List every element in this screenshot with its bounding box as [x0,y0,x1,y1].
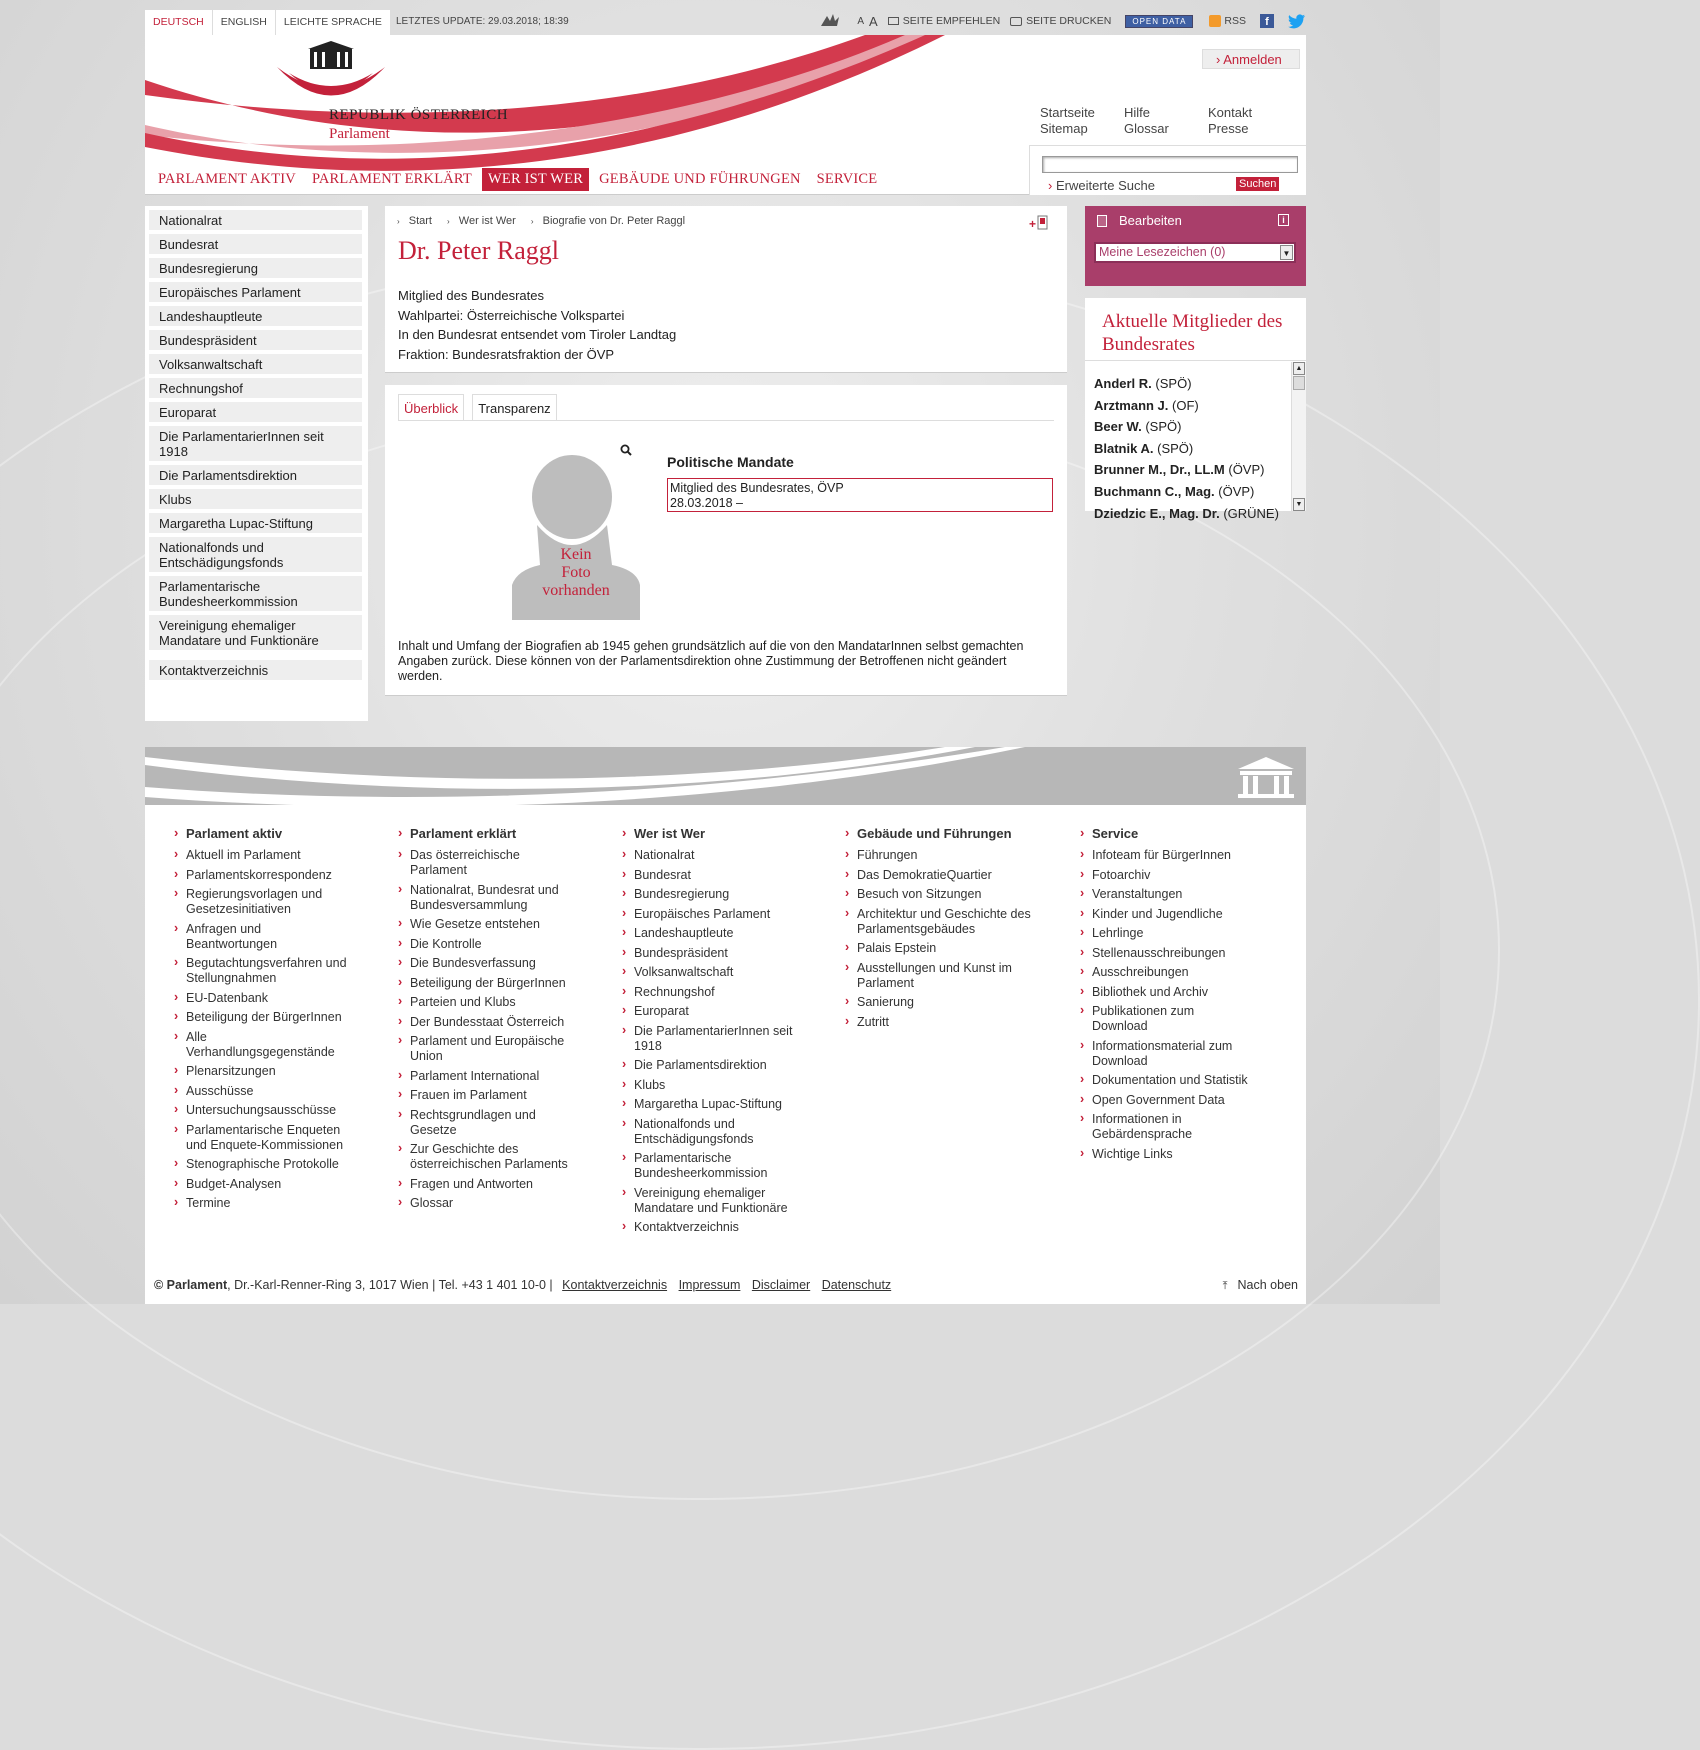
divider [1085,360,1306,361]
sidebar-item[interactable]: Klubs [149,489,362,509]
page-wrapper [145,0,1306,1304]
footer-link[interactable]: › Parlamentskorrespondenz [174,868,364,883]
footer-address: , Dr.-Karl-Renner-Ring 3, 1017 Wien | Tel. +43 1 401 10-0 | [227,1278,553,1292]
breadcrumb-label: Wer ist Wer [458,215,516,227]
footer-link[interactable]: › Termine [174,1196,364,1211]
main-nav [152,168,887,191]
mandate-entry [667,478,1053,512]
member-party: (ÖVP) [1228,462,1265,478]
sidebar-item[interactable]: Landeshauptleute [149,306,362,326]
footer-link[interactable]: › Veranstaltungen [1080,887,1270,902]
footer-link[interactable]: › Europäisches Parlament [622,907,812,922]
rss-icon [1209,15,1221,27]
footer-link[interactable]: › Nationalrat, Bundesrat und Bundesversammlung [398,883,578,913]
bookmarks-select-value: Meine Lesezeichen (0) [1099,245,1226,259]
footer-link[interactable]: › Infoteam für BürgerInnen [1080,848,1270,863]
footer-link[interactable]: › Europarat [622,1004,812,1019]
member-party: (GRÜNE) [1223,505,1279,521]
footer-link[interactable]: › Wie Gesetze entstehen [398,917,578,932]
member-party: (SPÖ) [1155,376,1192,391]
copyright: © Parlament [154,1278,228,1292]
footer-column-parlament-erklaert [398,826,578,1216]
footer-link[interactable]: › Publikationen zum Download [1080,1004,1270,1034]
footer-link[interactable]: › Parlament International [398,1069,578,1084]
member-name: Arztmann J. [1094,397,1169,413]
person-faction: Fraktion: Bundesratsfraktion der ÖVP [398,346,615,362]
member-name: Buchmann C., Mag. [1094,483,1215,499]
footer-link[interactable]: › Bibliothek und Archiv [1080,985,1270,1000]
members-panel [1085,298,1306,521]
footer-link[interactable]: › Parlamentarische Enqueten und Enquete-Kommissionen [174,1123,364,1153]
link-sitemap[interactable]: Sitemap [1040,121,1088,136]
nav-gebaeude[interactable]: GEBÄUDE UND FÜHRUNGEN [599,171,801,187]
footer-link[interactable]: › Alle Verhandlungsgegenstände [174,1030,364,1060]
footer-link[interactable]: › Bundespräsident [622,946,812,961]
biography-disclaimer: Inhalt und Umfang der Biografien ab 1945 gehen grundsätzlich auf die von den MandatarInnen selbst gemachten Angaben zurück. Diese können von der Parlamentsdirektion ohne Zustimmung der Betroffenen nicht geändert werden. [398,639,1024,683]
footer-link[interactable]: › Rechnungshof [622,985,812,1000]
person-details [385,385,1067,696]
no-photo-line: Kein [560,546,592,563]
advanced-search-label: Erweiterte Suche [1055,178,1155,193]
svg-text:+: + [1029,217,1037,231]
footer-link[interactable]: › Beteiligung der BürgerInnen [398,976,578,991]
info-icon[interactable]: i [1278,214,1289,226]
footer-link[interactable]: › Lehrlinge [1080,926,1270,941]
footer-link[interactable]: › Parteien und Klubs [398,995,578,1010]
footer-swoosh [145,747,1306,805]
login-button[interactable]: › Anmelden [1202,49,1300,69]
sidebar-item[interactable]: Bundesrat [149,234,362,254]
facebook-icon[interactable]: f [1260,14,1274,28]
footer-link[interactable]: › Der Bundesstaat Österreich [398,1015,578,1030]
tab-transparenz[interactable]: Transparenz [472,394,557,420]
envelope-icon [888,17,899,25]
page-title: Dr. Peter Raggl [398,236,560,265]
footer-link-kontakt[interactable]: Kontaktverzeichnis [562,1278,668,1292]
footer-link-disclaimer[interactable]: Disclaimer [751,1278,811,1292]
logo-title: REPUBLIK ÖSTERREICH [329,107,509,123]
sidebar-item[interactable]: Bundespräsident [149,330,362,350]
member-party: (SPÖ) [1157,440,1194,456]
tab-ueberblick[interactable]: Überblick [398,394,464,420]
footer-link[interactable]: › Aktuell im Parlament [174,848,364,863]
search-button[interactable]: Suchen [1236,177,1279,191]
footer-bottom [154,1278,891,1292]
sidebar-item[interactable]: Nationalrat [149,210,362,230]
printer-icon [1010,17,1022,26]
lang-easy[interactable]: LEICHTE SPRACHE [283,16,382,28]
member-item[interactable] [1094,459,1289,481]
sidebar-item[interactable]: Europarat [149,402,362,422]
footer-link[interactable]: › Bundesrat [622,868,812,883]
footer-link[interactable]: › Beteiligung der BürgerInnen [174,1010,364,1025]
footer-link[interactable]: › Die Parlamentsdirektion [622,1058,812,1073]
bookmarks-select[interactable] [1094,242,1296,263]
sidebar-item[interactable]: Vereinigung ehemaliger Mandatare und Funktionäre [149,615,362,650]
no-photo-line: vorhanden [542,582,610,599]
footer-link-impressum[interactable]: Impressum [678,1278,741,1292]
advanced-search-link[interactable]: › Erweiterte Suche [1048,178,1155,193]
sidebar [145,206,368,721]
breadcrumb-wer-ist-wer[interactable]: › Wer ist Wer [447,215,516,227]
member-name: Blatnik A. [1094,440,1154,456]
footer-link[interactable]: › Ausschüsse [174,1084,364,1099]
parliament-logo [275,39,395,109]
person-party: Wahlpartei: Österreichische Volkspartei [398,307,625,323]
member-party: (SPÖ) [1145,419,1182,435]
nav-parlament-aktiv[interactable]: PARLAMENT AKTIV [158,171,296,187]
breadcrumb-label: Biografie von Dr. Peter Raggl [542,215,686,227]
mandates-heading: Politische Mandate [667,454,794,470]
footer-heading[interactable]: › Wer ist Wer [622,826,812,841]
footer-link[interactable]: › Wichtige Links [1080,1147,1270,1162]
footer-link[interactable]: › Führungen [845,848,1035,863]
link-kontakt[interactable]: Kontakt [1208,105,1253,120]
back-to-top-label: Nach oben [1237,1278,1298,1292]
edit-title: Bearbeiten [1119,213,1182,228]
nav-wer-ist-wer[interactable]: WER IST WER [482,168,589,191]
site-header [145,35,1306,195]
toolbar [809,12,1306,30]
footer-link[interactable]: › Bundesregierung [622,887,812,902]
footer-link[interactable]: › Kinder und Jugendliche [1080,907,1270,922]
sidebar-item[interactable]: Kontaktverzeichnis [149,660,362,680]
lang-english[interactable]: ENGLISH [213,10,276,35]
footer-link[interactable]: › Besuch von Sitzungen [845,887,1035,902]
footer-link[interactable]: › Begutachtungsverfahren und Stellungnahmen [174,956,364,986]
edit-panel-header [1097,213,1182,228]
footer-link[interactable]: › Parlament und Europäische Union [398,1034,578,1064]
members-list [1094,373,1289,521]
tab-bar [398,394,1054,421]
footer-link[interactable]: › Dokumentation und Statistik [1080,1073,1270,1088]
scroll-thumb[interactable] [1293,376,1305,390]
footer-link[interactable]: › Frauen im Parlament [398,1088,578,1103]
login-label: Anmelden [1223,52,1282,67]
sidebar-item[interactable]: Margaretha Lupac-Stiftung [149,513,362,533]
footer-link[interactable]: › Open Government Data [1080,1093,1270,1108]
breadcrumb-current: › Biografie von Dr. Peter Raggl [530,215,686,227]
sidebar-item[interactable]: Die ParlamentarierInnen seit 1918 [149,426,362,461]
twitter-icon[interactable] [1288,14,1306,29]
footer-heading[interactable]: › Gebäude und Führungen [845,826,1035,841]
arrow-up-icon: ⤒ [1222,1280,1228,1292]
open-data-link[interactable]: OPEN DATA [1125,15,1193,28]
sidebar-item[interactable]: Volksanwaltschaft [149,354,362,374]
footer-column-wer-ist-wer [622,826,812,1240]
back-to-top-link[interactable] [1223,1278,1298,1293]
font-small-button[interactable]: A [857,15,865,27]
member-item[interactable] [1094,395,1289,417]
footer-link[interactable]: › Regierungsvorlagen und Gesetzesinitiativen [174,887,364,917]
sidebar-item[interactable]: Nationalfonds und Entschädigungsfonds [149,537,362,572]
link-glossar[interactable]: Glossar [1124,121,1169,136]
footer-link[interactable]: › Stellenausschreibungen [1080,946,1270,961]
footer-link[interactable]: › Fragen und Antworten [398,1177,578,1192]
member-name: Dziedzic E., Mag. Dr. [1094,505,1220,521]
person-header [385,206,1067,373]
sidebar-item[interactable]: Die Parlamentsdirektion [149,465,362,485]
parliament-building-icon [1236,755,1296,799]
footer-link[interactable]: › Das österreichische Parlament [398,848,578,878]
footer-link[interactable]: › Das DemokratieQuartier [845,868,1035,883]
footer-link[interactable]: › Anfragen und Beantwortungen [174,922,364,952]
footer-link[interactable]: › Die Kontrolle [398,937,578,952]
footer-column-service [1080,826,1270,1166]
footer-link-datenschutz[interactable]: Datenschutz [821,1278,892,1292]
footer-link[interactable]: › Nationalfonds und Entschädigungsfonds [622,1117,812,1147]
footer-link[interactable]: › Palais Epstein [845,941,1035,956]
logo-subtitle: Parlament [329,126,390,142]
sidebar-item[interactable]: Parlamentarische Bundesheerkommission [149,576,362,611]
breadcrumb [397,215,697,227]
mandate-title: Mitglied des Bundesrates, ÖVP [670,481,844,495]
footer-link[interactable]: › Vereinigung ehemaliger Mandatare und Funktionäre [622,1186,812,1216]
footer-link[interactable]: › Architektur und Geschichte des Parlamentsgebäudes [845,907,1035,937]
rss-link[interactable] [1209,15,1246,27]
recommend-label: SEITE EMPFEHLEN [902,15,1001,27]
footer-link[interactable]: › Klubs [622,1078,812,1093]
footer-link[interactable]: › Zutritt [845,1015,1035,1030]
add-bookmark-icon[interactable] [1029,215,1049,234]
footer-link[interactable]: › Volksanwaltschaft [622,965,812,980]
footer-link[interactable]: › Informationen in Gebärdensprache [1080,1112,1270,1142]
quick-links [1040,105,1292,136]
site-footer [145,805,1306,1304]
footer-band [145,747,1306,805]
member-name: Anderl R. [1094,376,1152,391]
recommend-link[interactable] [888,15,1000,27]
footer-link[interactable]: › Zur Geschichte des österreichischen Parlaments [398,1142,578,1172]
rss-label: RSS [1224,15,1246,27]
person-info [398,286,676,364]
member-item[interactable] [1094,416,1289,438]
print-label: SEITE DRUCKEN [1026,15,1112,27]
footer-link[interactable]: › Parlamentarische Bundesheerkommission [622,1151,812,1181]
sidebar-item[interactable]: Rechnungshof [149,378,362,398]
search-input[interactable] [1042,156,1298,173]
mandate-date: 28.03.2018 – [670,496,743,510]
sidebar-item[interactable]: Bundesregierung [149,258,362,278]
link-hilfe[interactable]: Hilfe [1124,105,1151,120]
nav-parlament-erklaert[interactable]: PARLAMENT ERKLÄRT [311,171,472,187]
member-item[interactable] [1094,481,1289,503]
nav-service[interactable]: SERVICE [816,171,878,187]
footer-link[interactable]: › EU-Datenbank [174,991,364,1006]
bookmark-icon [1097,215,1107,227]
search-area [1029,145,1306,195]
members-scrollbar[interactable] [1291,362,1306,511]
breadcrumb-start[interactable]: › Start [397,215,432,227]
language-bar [145,10,390,35]
member-item[interactable] [1094,438,1289,460]
member-name: Brunner M., Dr., LL.M [1094,462,1225,478]
footer-link[interactable]: › Die Bundesverfassung [398,956,578,971]
footer-link[interactable]: › Plenarsitzungen [174,1064,364,1079]
footer-link[interactable]: › Glossar [398,1196,578,1211]
footer-link[interactable]: › Rechtsgrundlagen und Gesetze [398,1108,578,1138]
no-photo-text [512,546,640,600]
sign-language-icon[interactable] [819,12,843,30]
footer-column-gebaeude [845,826,1035,1034]
footer-link[interactable]: › Nationalrat [622,848,812,863]
footer-link[interactable]: › Sanierung [845,995,1035,1010]
scroll-down-icon[interactable]: ▼ [1293,498,1305,511]
member-name: Beer W. [1094,419,1142,435]
person-delegated: In den Bundesrat entsendet vom Tiroler Landtag [398,327,677,342]
member-party: (OF) [1172,397,1199,413]
footer-link[interactable]: › Ausschreibungen [1080,965,1270,980]
footer-link[interactable]: › Untersuchungsausschüsse [174,1103,364,1118]
footer-heading[interactable]: › Service [1080,826,1270,841]
member-item[interactable] [1094,503,1289,525]
footer-heading[interactable]: › Parlament erklärt [398,826,578,841]
no-photo-placeholder [512,455,640,620]
footer-link[interactable]: › Informationsmaterial zum Download [1080,1039,1270,1069]
members-title: Aktuelle Mitglieder des Bundesrates [1102,311,1283,355]
sidebar-item[interactable]: Europäisches Parlament [149,282,362,302]
edit-panel [1085,206,1306,286]
link-startseite[interactable]: Startseite [1040,105,1095,120]
member-party: (ÖVP) [1218,483,1255,499]
footer-link[interactable]: › Die ParlamentarierInnen seit 1918 [622,1024,812,1054]
link-presse[interactable]: Presse [1208,121,1249,136]
footer-column-parlament-aktiv [174,826,364,1216]
member-item[interactable] [1094,373,1289,395]
lang-deutsch[interactable]: DEUTSCH [145,10,213,35]
footer-link[interactable]: › Landeshauptleute [622,926,812,941]
scroll-up-icon[interactable]: ▲ [1293,362,1305,375]
footer-link[interactable]: › Fotoarchiv [1080,868,1270,883]
footer-link[interactable]: › Margaretha Lupac-Stiftung [622,1097,812,1112]
person-role: Mitglied des Bundesrates [398,288,544,303]
print-link[interactable] [1010,15,1111,27]
last-update: LETZTES UPDATE: 29.03.2018; 18:39 [396,16,569,27]
footer-link[interactable]: › Budget-Analysen [174,1177,364,1192]
footer-link[interactable]: › Ausstellungen und Kunst im Parlament [845,961,1035,991]
no-photo-line: Foto [561,564,591,581]
font-large-button[interactable]: A [869,13,878,29]
footer-heading[interactable]: › Parlament aktiv [174,826,364,841]
breadcrumb-label: Start [408,215,432,227]
footer-link[interactable]: › Kontaktverzeichnis [622,1220,812,1235]
footer-link[interactable]: › Stenographische Protokolle [174,1157,364,1172]
chevron-down-icon: ▼ [1280,245,1293,260]
